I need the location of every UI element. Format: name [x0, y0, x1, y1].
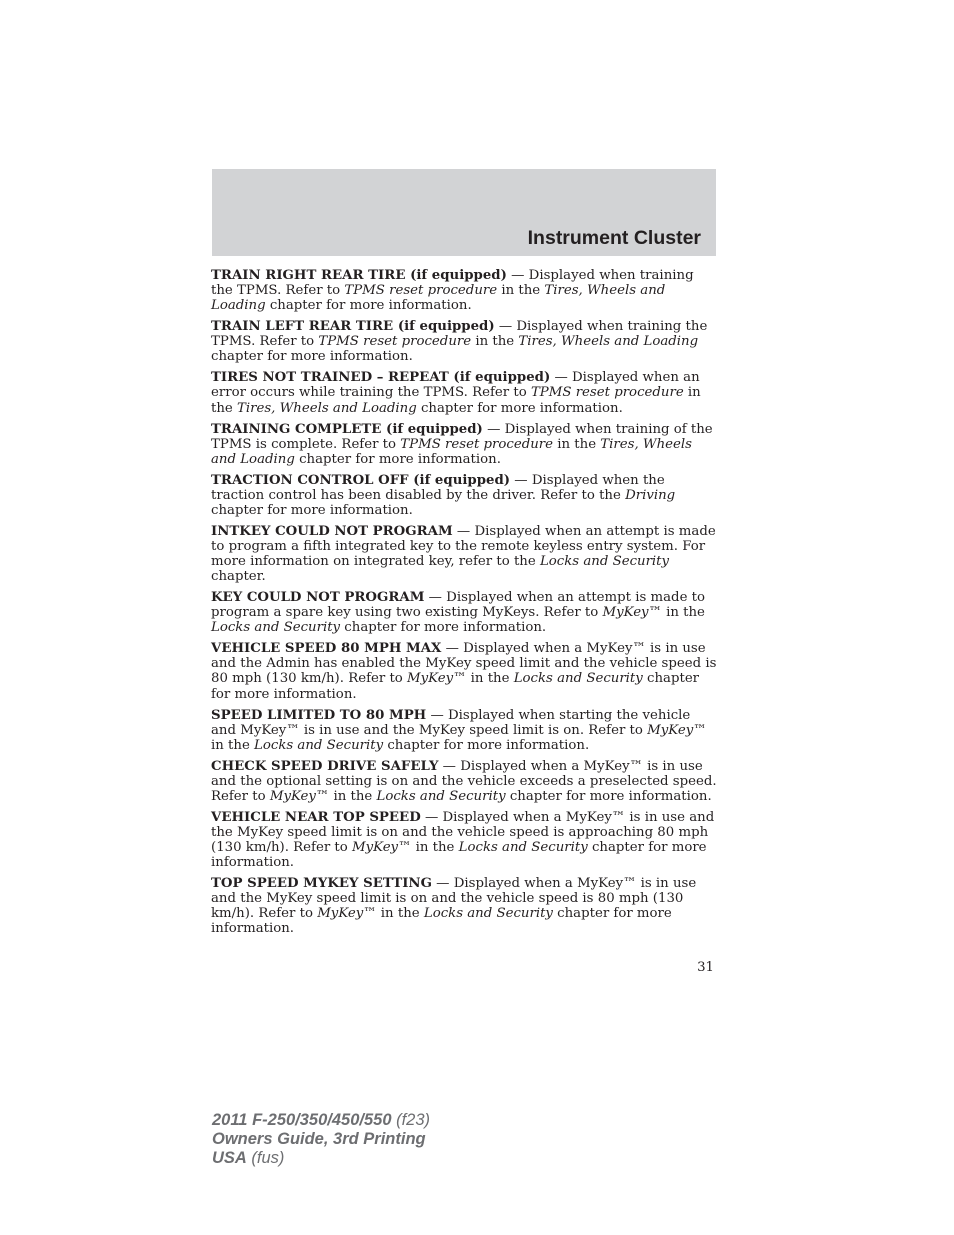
- message-description: in the: [211, 737, 255, 753]
- footer-line-guide: [212, 1130, 430, 1149]
- publication-footer: [212, 1111, 430, 1169]
- message-entry: [211, 708, 717, 753]
- message-term: TRAIN LEFT REAR TIRE (if equipped): [211, 319, 495, 335]
- footer-line-model: [212, 1111, 430, 1130]
- message-term: CHECK SPEED DRIVE SAFELY: [211, 758, 439, 774]
- message-description: — Displayed when training the TPMS. Refer to: [211, 319, 708, 350]
- message-description: — Displayed when an attempt is made to program a fifth integrated key to the remote keyless entry system. For more information on integrated key, refer to the: [211, 523, 716, 570]
- footer-line-region: [212, 1149, 430, 1168]
- cross-reference: Tires, Wheels and Loading: [211, 283, 666, 314]
- footer-guide: Owners Guide, 3rd Printing: [212, 1130, 426, 1149]
- message-description: chapter for more information.: [383, 737, 590, 753]
- cross-reference: Locks and Security: [254, 737, 384, 753]
- message-list: [211, 268, 717, 942]
- message-description: in the: [553, 436, 601, 452]
- message-term: VEHICLE SPEED 80 MPH MAX: [211, 641, 442, 657]
- cross-reference: TPMS reset procedure: [318, 334, 472, 350]
- footer-region: USA: [212, 1149, 247, 1168]
- chapter-header-band: [212, 169, 716, 256]
- message-term: TRAIN RIGHT REAR TIRE (if equipped): [211, 268, 507, 283]
- message-term: TRAINING COMPLETE (if equipped): [211, 421, 483, 437]
- message-description: chapter for more information.: [265, 298, 472, 314]
- message-description: chapter for more information.: [416, 400, 623, 416]
- message-entry: [211, 422, 717, 467]
- message-description: chapter for more information.: [505, 788, 712, 804]
- cross-reference: MyKey™: [407, 671, 467, 687]
- cross-reference: Locks and Security: [423, 906, 553, 922]
- cross-reference: TPMS reset procedure: [530, 385, 684, 401]
- cross-reference: Tires, Wheels and Loading: [211, 436, 692, 467]
- message-description: — Displayed when the traction control has been disabled by the driver. Refer to the: [211, 472, 665, 503]
- message-entry: [211, 319, 717, 364]
- footer-model-code: (f23): [391, 1111, 431, 1129]
- message-entry: [211, 268, 717, 313]
- message-entry: [211, 876, 717, 936]
- message-description: in the: [661, 605, 705, 621]
- cross-reference: Tires, Wheels and Loading: [518, 334, 699, 350]
- message-entry: [211, 524, 717, 584]
- message-description: — Displayed when a MyKey™ is in use and the optional setting is on and the vehicle exceeds a preselected speed. Refer to: [211, 758, 717, 804]
- message-term: SPEED LIMITED TO 80 MPH: [211, 707, 427, 723]
- message-description: chapter for more information.: [211, 906, 672, 937]
- message-term: KEY COULD NOT PROGRAM: [211, 590, 425, 606]
- cross-reference: MyKey™: [317, 906, 377, 922]
- cross-reference: TPMS reset procedure: [344, 283, 498, 299]
- message-description: chapter for more information.: [211, 502, 413, 518]
- footer-region-code: (fus): [246, 1149, 285, 1168]
- message-description: in the: [466, 671, 514, 687]
- message-description: chapter for more information.: [211, 840, 707, 871]
- message-entry: [211, 641, 717, 701]
- message-description: in the: [471, 334, 519, 350]
- message-description: chapter for more information.: [294, 451, 501, 467]
- cross-reference: Locks and Security: [539, 554, 670, 570]
- message-description: chapter for more information.: [211, 349, 413, 365]
- message-term: VEHICLE NEAR TOP SPEED: [211, 809, 421, 825]
- footer-model: 2011 F-250/350/450/550: [212, 1111, 392, 1129]
- message-term: INTKEY COULD NOT PROGRAM: [211, 523, 453, 539]
- message-description: in the: [411, 840, 459, 856]
- message-description: in the: [329, 788, 377, 804]
- cross-reference: Locks and Security: [513, 671, 643, 687]
- chapter-title: Instrument Cluster: [527, 227, 701, 249]
- message-description: chapter for more information.: [211, 671, 700, 702]
- message-description: — Displayed when a MyKey™ is in use and the MyKey speed limit is on and the vehicle speed is 80 mph (130 km/h). Refer to: [211, 876, 697, 922]
- message-description: — Displayed when an error occurs while training the TPMS. Refer to: [211, 370, 700, 401]
- cross-reference: Tires, Wheels and Loading: [237, 400, 417, 416]
- message-description: chapter for more information.: [340, 620, 547, 636]
- cross-reference: MyKey™: [351, 840, 412, 856]
- message-description: — Displayed when training of the TPMS is complete. Refer to: [211, 421, 713, 452]
- message-description: — Displayed when starting the vehicle and MyKey™ is in use and the MyKey speed limit is on. Refer to: [211, 707, 691, 738]
- cross-reference: Driving: [625, 487, 676, 503]
- message-entry: [211, 759, 717, 804]
- message-description: — Displayed when a MyKey™ is in use and the MyKey speed limit is on and the vehicle speed is approaching 80 mph (130 km/h). Refer to: [211, 809, 715, 856]
- cross-reference: MyKey™: [602, 605, 662, 621]
- message-description: — Displayed when training the TPMS. Refer to: [211, 268, 694, 299]
- message-description: in the: [497, 283, 545, 299]
- message-entry: [211, 473, 717, 518]
- page-number: 31: [697, 960, 714, 975]
- message-entry: [211, 590, 717, 635]
- message-description: — Displayed when a MyKey™ is in use and the Admin has enabled the MyKey speed limit and the vehicle speed is 80 mph (130 km/h). Refer to: [211, 641, 717, 687]
- message-description: in the: [211, 385, 701, 416]
- message-description: — Displayed when an attempt is made to program a spare key using two existing MyKeys. Refer to: [211, 590, 706, 621]
- message-description: chapter.: [211, 569, 266, 585]
- cross-reference: Locks and Security: [376, 788, 506, 804]
- cross-reference: Locks and Security: [211, 620, 341, 636]
- message-term: TIRES NOT TRAINED – REPEAT (if equipped): [211, 370, 551, 386]
- cross-reference: MyKey™: [647, 722, 707, 738]
- message-description: in the: [376, 906, 424, 922]
- message-entry: [211, 810, 717, 870]
- cross-reference: TPMS reset procedure: [400, 436, 554, 452]
- cross-reference: MyKey™: [269, 788, 330, 804]
- message-term: TOP SPEED MYKEY SETTING: [211, 876, 432, 892]
- message-entry: [211, 370, 717, 415]
- cross-reference: Locks and Security: [458, 840, 588, 856]
- message-term: TRACTION CONTROL OFF (if equipped): [211, 472, 511, 488]
